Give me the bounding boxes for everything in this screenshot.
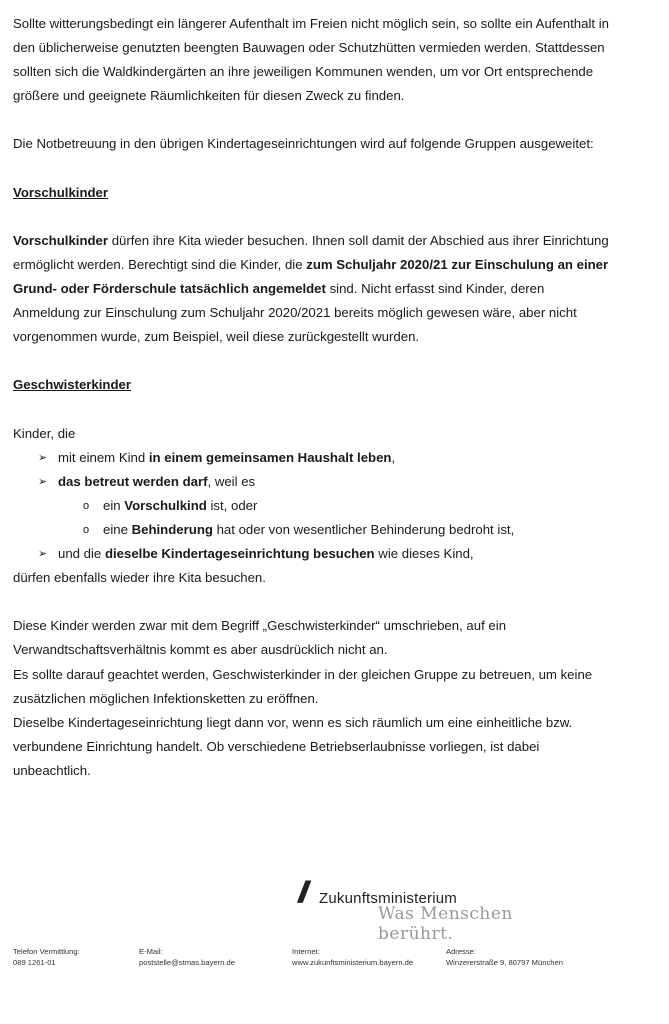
- paragraph-vorschulkinder: [13, 229, 613, 349]
- list-item: [13, 542, 613, 566]
- text-span: hat oder von wesentlicher Behinderung bedroht ist,: [212, 521, 515, 537]
- arrow-bullet-icon: ➢: [38, 548, 48, 561]
- circle-bullet-icon: o: [83, 499, 90, 512]
- footer-label: E-Mail:: [139, 947, 163, 956]
- slash-logo-icon: //: [298, 876, 303, 909]
- heading-vorschulkinder: Vorschulkinder: [13, 184, 109, 200]
- circle-bullet-icon: o: [83, 523, 90, 536]
- paragraph-notbetreuung: Die Notbetreuung in den übrigen Kindertageseinrichtungen wird auf folgende Gruppen ausgeweitet:: [13, 136, 594, 152]
- footer-address: [446, 946, 563, 968]
- paragraph-einrichtung: Dieselbe Kindertageseinrichtung liegt dann vor, wenn es sich räumlich um eine einheitliche bzw. verbundene Einrichtung handelt. Ob verschiedene Betriebserlaubnisse vorliegen, ist dabei unbeachtlich.: [13, 714, 573, 778]
- text-span: dürfen ihre Kita wieder besuchen. Ihnen soll damit der Abschied aus ihrer Einrichtung ermöglicht werden. Berechtigt sind die Kinder, die: [13, 232, 609, 272]
- footer-value: Winzererstraße 9, 80797 München: [446, 958, 563, 967]
- footer-internet: [292, 946, 413, 968]
- bold-text: dieselbe Kindertageseinrichtung besuchen: [104, 546, 375, 562]
- arrow-bullet-icon: ➢: [38, 451, 48, 464]
- footer-value: poststelle@stmas.bayern.de: [139, 958, 235, 967]
- text-span: wie dieses Kind,: [374, 546, 474, 562]
- bold-text: Vorschulkinder: [13, 232, 109, 248]
- text-span: ist, oder: [206, 497, 258, 513]
- footer-phone: [13, 946, 80, 968]
- list-item: [13, 446, 613, 470]
- paragraph-gruppe: Es sollte darauf geachtet werden, Geschwisterkinder in der gleichen Gruppe zu betreuen, um keine zusätzlichen möglichen Infektionsketten zu eröffnen.: [13, 666, 593, 706]
- list-item: [13, 470, 613, 494]
- footer-label: Telefon Vermittlung:: [13, 947, 80, 956]
- bold-text: zum Schuljahr 2020/21 zur Einschulung an einer Grund- oder Förderschule tatsächlich angemeldet: [13, 256, 609, 297]
- logo-name: Zukunftsministerium: [319, 890, 458, 907]
- heading-geschwisterkinder: Geschwisterkinder: [13, 377, 132, 393]
- bold-text: in einem gemeinsamen Haushalt leben: [148, 449, 392, 465]
- sub-list-item: [13, 518, 613, 542]
- document-body: [13, 12, 613, 783]
- paragraph-begriff: Diese Kinder werden zwar mit dem Begriff „Geschwisterkinder“ umschrieben, auf ein Verwandtschaftsverhältnis kommt es aber ausdrücklich nicht an.: [13, 618, 507, 658]
- ministry-logo: [298, 876, 588, 944]
- footer-value: 089 1261-01: [13, 958, 56, 967]
- text-span: , weil es: [207, 473, 256, 489]
- list-intro: Kinder, die: [13, 425, 76, 441]
- text-span: und die: [58, 546, 105, 562]
- footer-label: Adresse:: [446, 947, 476, 956]
- text-span: ,: [391, 449, 396, 465]
- bold-text: Vorschulkind: [124, 497, 207, 513]
- bold-text: das betreut werden darf: [58, 473, 208, 489]
- sub-list-item: [13, 494, 613, 518]
- footer-label: Internet:: [292, 947, 320, 956]
- text-span: sind. Nicht erfasst sind Kinder, deren Anmeldung zur Einschulung zum Schuljahr 2020/2021 bereits möglich gewesen wäre, aber nicht vorgenommen wurde, zum Beispiel, weil diese zurückgestellt wurden.: [13, 281, 577, 345]
- text-span: ein: [103, 497, 125, 513]
- logo-tagline: Was Menschen berührt.: [378, 904, 513, 944]
- list-outro: dürfen ebenfalls wieder ihre Kita besuchen.: [13, 570, 266, 586]
- text-span: mit einem Kind: [58, 449, 149, 465]
- text-span: eine: [103, 521, 132, 537]
- footer-email: [139, 946, 235, 968]
- paragraph-waldkindergarten: Sollte witterungsbedingt ein längerer Aufenthalt im Freien nicht möglich sein, so sollte ein Aufenthalt in den üblicherweise genutzten beengten Bauwagen oder Schutzhütten vermieden werden. Stattdessen sollten sich die Waldkindergärten an ihre jeweiligen Kommunen wenden, um vor Ort entsprechende größere und geeignete Räumlichkeiten für diesen Zweck zu finden.: [13, 16, 609, 104]
- footer-value: www.zukunftsministerium.bayern.de: [292, 958, 414, 967]
- arrow-bullet-icon: ➢: [38, 475, 48, 488]
- bold-text: Behinderung: [131, 521, 213, 537]
